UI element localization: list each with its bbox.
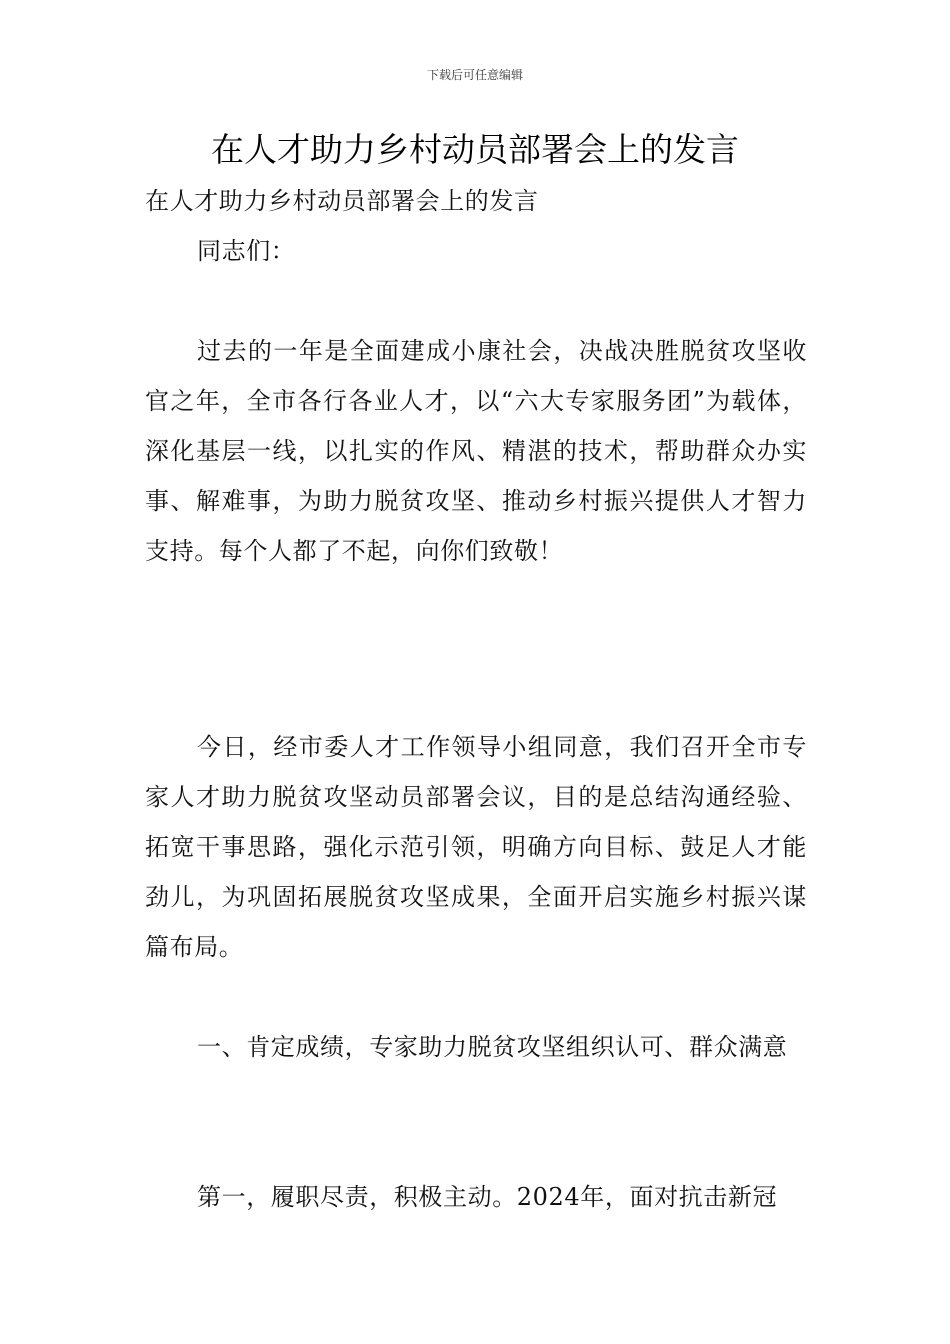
body-paragraph: 今日，经市委人才工作领导小组同意，我们召开全市专家人才助力脱贫攻坚动员部署会议，目的是总结沟通经验、拓宽干事思路，强化示范引领，明确方向目标、鼓足人才能劲儿，为巩固拓展脱贫攻坚成果，全面开启实施乡村振兴谋篇布局。 [145,733,807,961]
body-paragraph: 过去的一年是全面建成小康社会，决战决胜脱贫攻坚收官之年，全市各行各业人才，以“六大专家服务团”为载体，深化基层一线，以扎实的作风、精湛的技术，帮助群众办实事、解难事，为助力脱贫攻坚、推动乡村振兴提供人才智力支持。每个人都了不起，向你们致敬！ [145,337,807,565]
greeting: 同志们： [197,237,296,265]
document-subtitle: 在人才助力乡村动员部署会上的发言 [145,187,539,215]
body-paragraph: 第一，履职尽责，积极主动。2024年，面对抗击新冠 [197,1183,778,1211]
section-heading: 一、肯定成绩，专家助力脱贫攻坚组织认可、群众满意 [197,1033,788,1061]
header-note: 下载后可任意编辑 [426,68,523,82]
document-title: 在人才助力乡村动员部署会上的发言 [211,130,739,169]
